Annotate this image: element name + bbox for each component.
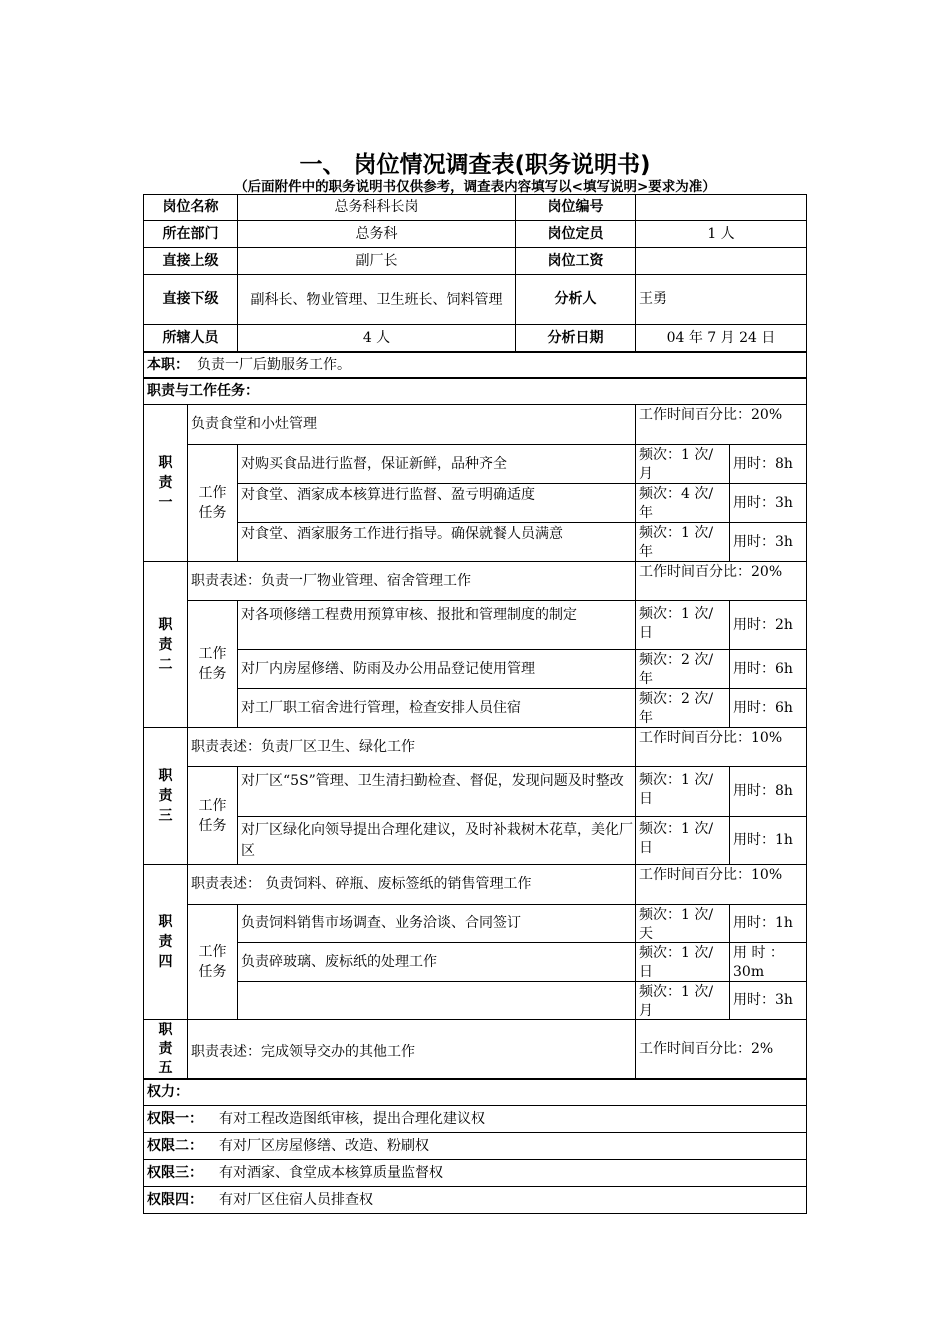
power-1-row [143,1105,807,1133]
duty-2-task-2: 对厂内房屋修缮、防雨及办公用品登记使用管理 [237,649,636,689]
date-value: 04 年 7 月 24 日 [635,324,807,352]
duty-2-task-2-time: 用时：6h [729,649,807,689]
duty-3-task-2-time: 用时：1h [729,816,807,865]
duty-1-label: 职责一 [143,404,188,562]
power-3-row [143,1159,807,1187]
duty-3-task-label: 工作任务 [187,766,238,865]
power-1-text: 有对工程改造图纸审核，提出合理化建议权 [219,1110,485,1127]
staff-label: 所辖人员 [143,324,238,352]
duty-2-task-2-freq: 频次：2 次/年 [635,649,730,689]
powers-header: 权力： [143,1078,807,1106]
superior-value: 副厂长 [237,247,516,275]
subordinate-label: 直接下级 [143,274,238,325]
post-no-value [635,194,807,221]
date-label: 分析日期 [515,324,636,352]
duty-3-label: 职责三 [143,727,188,865]
power-3-text: 有对酒家、食堂成本核算质量监督权 [219,1164,443,1181]
post-no-label: 岗位编号 [515,194,636,221]
duty-4-task-1: 负责饲料销售市场调查、业务洽谈、合同签订 [237,904,636,943]
duty-1-percent: 工作时间百分比：20% [635,404,807,445]
main-duty-row [143,351,807,378]
duty-3-desc: 职责表述：负责厂区卫生、绿化工作 [187,727,636,767]
duty-2-task-3-time: 用时：6h [729,688,807,728]
duty-1-task-2: 对食堂、酒家成本核算进行监督、盈亏明确适度 [237,483,636,523]
duty-2-task-3-freq: 频次：2 次/年 [635,688,730,728]
power-1-label: 权限一： [147,1110,203,1127]
main-duty-label: 本职： [147,356,189,373]
duty-2-task-1-freq: 频次：1 次/日 [635,600,730,650]
duty-1-task-3-freq: 频次：1 次/年 [635,522,730,562]
main-duty-text: 负责一厂后勤服务工作。 [197,356,351,373]
duty-2-task-label: 工作任务 [187,600,238,728]
duty-3-task-2-freq: 频次：1 次/日 [635,816,730,865]
subordinate-value: 副科长、物业管理、卫生班长、饲料管理 [237,274,516,325]
duty-3-percent: 工作时间百分比：10% [635,727,807,767]
duty-4-task-3-time: 用时：3h [729,981,807,1020]
duty-2-label: 职责二 [143,561,188,728]
page-subtitle: （后面附件中的职务说明书仅供参考，调查表内容填写以<填写说明>要求为准） [234,179,716,195]
post-name-label: 岗位名称 [143,194,238,221]
power-2-text: 有对厂区房屋修缮、改造、粉刷权 [219,1137,429,1154]
quota-label: 岗位定员 [515,220,636,248]
duty-4-label: 职责四 [143,864,188,1020]
duty-4-task-3-freq: 频次：1 次/月 [635,981,730,1020]
salary-label: 岗位工资 [515,247,636,275]
dept-label: 所在部门 [143,220,238,248]
power-4-row [143,1186,807,1214]
duty-3-task-1: 对厂区“5S”管理、卫生清扫勤检查、督促，发现问题及时整改 [237,766,636,817]
duty-1-task-2-time: 用时：3h [729,483,807,523]
post-name-value: 总务科科长岗 [237,194,516,221]
duty-1-task-1-time: 用时：8h [729,444,807,484]
superior-label: 直接上级 [143,247,238,275]
staff-value: 4 人 [237,324,516,352]
duty-1-task-3: 对食堂、酒家服务工作进行指导。确保就餐人员满意 [237,522,636,562]
duties-header: 职责与工作任务： [143,377,807,405]
power-4-label: 权限四： [147,1191,203,1208]
duty-1-desc: 负责食堂和小灶管理 [187,404,636,445]
duty-1-task-1: 对购买食品进行监督，保证新鲜，品种齐全 [237,444,636,484]
duty-2-task-3: 对工厂职工宿舍进行管理，检查安排人员住宿 [237,688,636,728]
duty-2-task-1-time: 用时：2h [729,600,807,650]
duty-1-task-2-freq: 频次：4 次/年 [635,483,730,523]
dept-value: 总务科 [237,220,516,248]
duty-2-percent: 工作时间百分比：20% [635,561,807,601]
power-4-text: 有对厂区住宿人员排查权 [219,1191,373,1208]
duty-3-task-1-time: 用时：8h [729,766,807,817]
duty-4-task-2-freq: 频次：1 次/日 [635,942,730,982]
duty-2-task-1: 对各项修缮工程费用预算审核、报批和管理制度的制定 [237,600,636,650]
duty-4-percent: 工作时间百分比：10% [635,864,807,905]
power-3-label: 权限三： [147,1164,203,1181]
page-title: 一、 岗位情况调查表(职务说明书) [299,152,651,178]
duty-4-task-label: 工作任务 [187,904,238,1020]
duty-4-task-3 [237,981,636,1020]
duty-4-desc: 职责表述： 负责饲料、碎瓶、废标签纸的销售管理工作 [187,864,636,905]
power-2-label: 权限二： [147,1137,203,1154]
duty-1-task-label: 工作任务 [187,444,238,562]
duty-5-percent: 工作时间百分比：2% [635,1019,807,1079]
analyst-label: 分析人 [515,274,636,325]
duty-1-task-1-freq: 频次：1 次/月 [635,444,730,484]
duty-5-label: 职责五 [143,1019,188,1079]
duty-5-desc: 职责表述：完成领导交办的其他工作 [187,1019,636,1079]
duty-4-task-1-freq: 频次：1 次/天 [635,904,730,943]
duty-4-task-2: 负责碎玻璃、废标纸的处理工作 [237,942,636,982]
power-2-row [143,1132,807,1160]
duty-3-task-1-freq: 频次：1 次/日 [635,766,730,817]
duty-4-task-2-time: 用 时 ：30m [729,942,807,982]
salary-value [635,247,807,275]
duty-4-task-1-time: 用时：1h [729,904,807,943]
duty-1-task-3-time: 用时：3h [729,522,807,562]
duty-3-task-2: 对厂区绿化向领导提出合理化建议，及时补栽树木花草，美化厂区 [237,816,636,865]
analyst-value: 王勇 [635,274,807,325]
quota-value: 1 人 [635,220,807,248]
duty-2-desc: 职责表述：负责一厂物业管理、宿舍管理工作 [187,561,636,601]
